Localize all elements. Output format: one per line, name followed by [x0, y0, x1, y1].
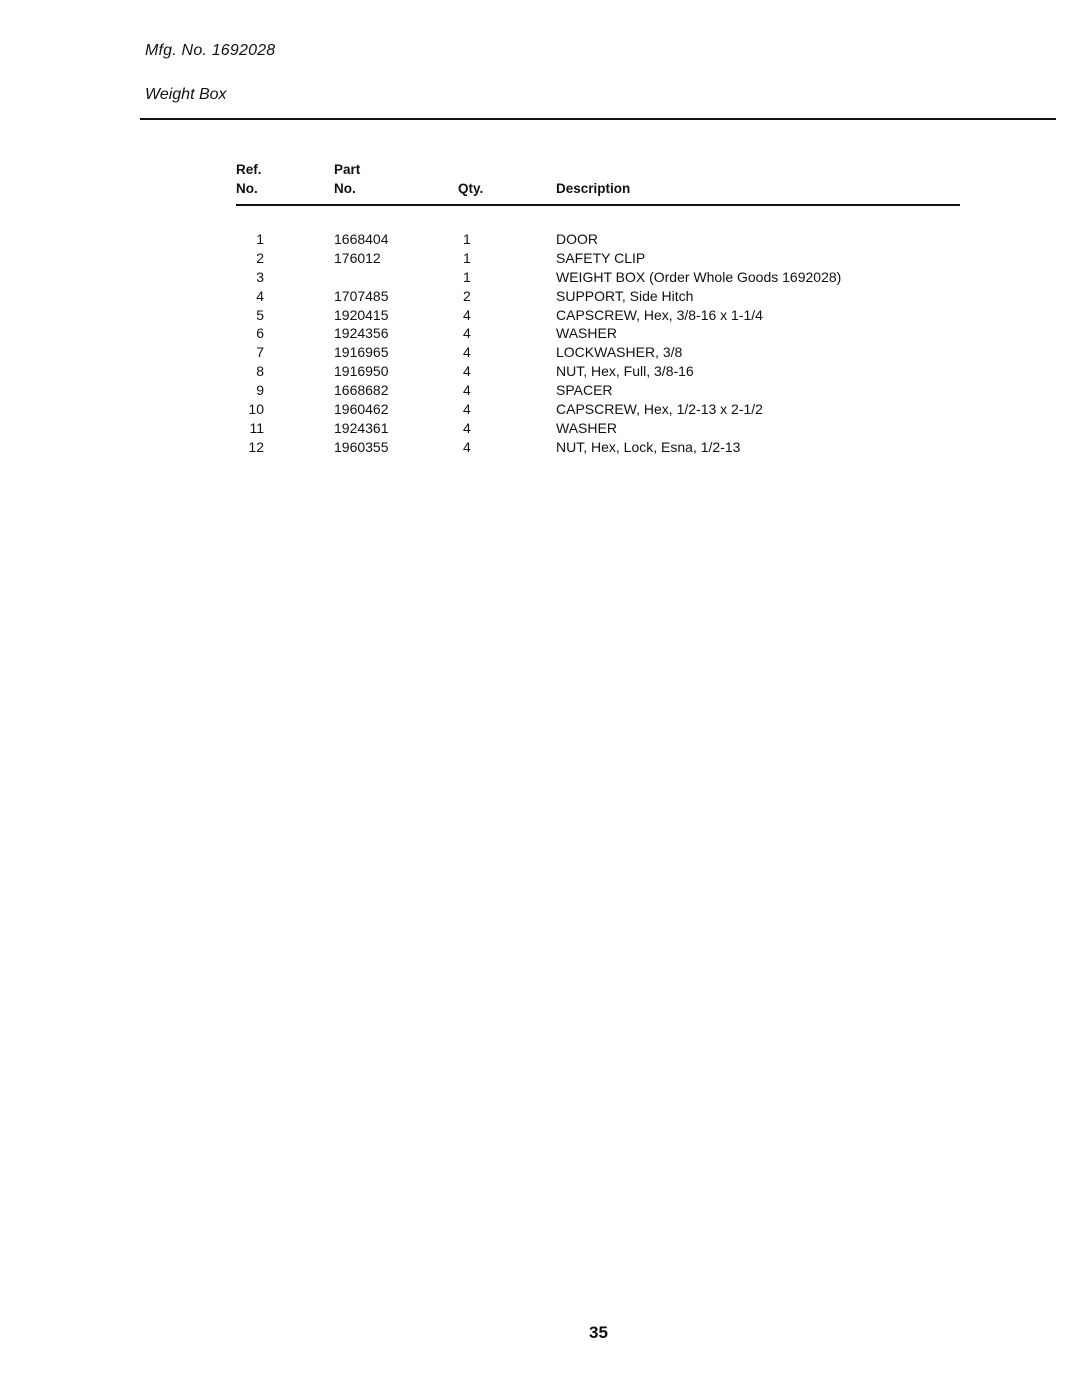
header-description: Description: [556, 181, 631, 196]
table-row: [236, 230, 960, 249]
header-ref-line2: No.: [236, 181, 258, 196]
row-description: NUT, Hex, Lock, Esna, 1/2-13: [556, 438, 741, 455]
row-qty: 4: [463, 306, 471, 323]
row-qty: 2: [463, 287, 471, 304]
row-qty: 4: [463, 438, 471, 455]
row-qty: 1: [463, 249, 471, 266]
row-ref: 8: [256, 363, 264, 380]
row-description: WEIGHT BOX (Order Whole Goods 1692028): [556, 268, 842, 285]
table-row: [236, 419, 960, 438]
row-part: 1668404: [334, 231, 389, 247]
row-qty: 4: [463, 325, 471, 342]
row-qty: 1: [463, 268, 471, 285]
row-part: 176012: [334, 249, 381, 266]
table-row: [236, 400, 960, 419]
row-qty: 1: [463, 231, 471, 247]
table-row: [236, 381, 960, 400]
parts-table: [236, 160, 960, 457]
table-row: [236, 438, 960, 457]
row-ref: 7: [256, 344, 264, 361]
row-qty: 4: [463, 401, 471, 418]
page-number: 35: [589, 1323, 608, 1342]
row-ref: 1: [256, 231, 264, 247]
row-part: 1920415: [334, 306, 389, 323]
row-qty: 4: [463, 344, 471, 361]
header-part-line1: Part: [334, 162, 361, 177]
mfg-number: Mfg. No. 1692028: [145, 42, 276, 59]
row-part: 1960355: [334, 438, 389, 455]
row-qty: 4: [463, 363, 471, 380]
table-row: [236, 324, 960, 343]
table-row: [236, 268, 960, 287]
header-rule: [140, 118, 1056, 120]
section-title: Weight Box: [145, 86, 227, 103]
table-row: [236, 306, 960, 325]
row-description: DOOR: [556, 231, 598, 247]
row-ref: 10: [248, 401, 264, 418]
row-part: 1916950: [334, 363, 389, 380]
row-ref: 9: [256, 382, 264, 399]
row-part: 1924361: [334, 419, 389, 436]
row-part: 1668682: [334, 382, 389, 399]
header-qty: Qty.: [458, 181, 484, 196]
header-ref: [236, 160, 262, 198]
header-part: [334, 160, 360, 198]
row-ref: 11: [249, 419, 264, 436]
row-part: 1707485: [334, 287, 389, 304]
header-ref-line1: Ref.: [236, 162, 262, 177]
row-qty: 4: [463, 382, 471, 399]
table-row: [236, 249, 960, 268]
row-description: LOCKWASHER, 3/8: [556, 344, 683, 361]
row-description: WASHER: [556, 325, 617, 342]
row-description: CAPSCREW, Hex, 3/8-16 x 1-1/4: [556, 306, 763, 323]
row-description: SPACER: [556, 382, 613, 399]
row-description: SUPPORT, Side Hitch: [556, 287, 694, 304]
row-ref: 12: [248, 438, 264, 455]
table-row: [236, 287, 960, 306]
row-part: 1924356: [334, 325, 389, 342]
header-part-line2: No.: [334, 181, 356, 196]
table-header: [236, 160, 960, 206]
row-description: SAFETY CLIP: [556, 249, 646, 266]
row-description: NUT, Hex, Full, 3/8-16: [556, 363, 694, 380]
row-ref: 3: [256, 268, 264, 285]
row-part: 1960462: [334, 401, 389, 418]
table-body: [236, 206, 960, 457]
row-ref: 6: [256, 325, 264, 342]
row-part: 1916965: [334, 344, 389, 361]
table-row: [236, 343, 960, 362]
row-description: CAPSCREW, Hex, 1/2-13 x 2-1/2: [556, 401, 763, 418]
row-ref: 2: [256, 249, 264, 266]
row-ref: 5: [256, 306, 264, 323]
row-description: WASHER: [556, 419, 617, 436]
row-ref: 4: [256, 287, 264, 304]
row-qty: 4: [463, 419, 471, 436]
table-row: [236, 362, 960, 381]
